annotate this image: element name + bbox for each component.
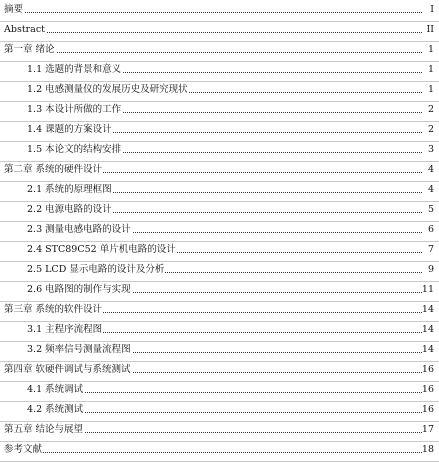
toc-entry[interactable]: [0, 423, 439, 443]
leader-dots: [4, 452, 422, 453]
divider: [0, 201, 439, 202]
toc-entry-title: 2.2 电源电路的设计: [27, 204, 112, 215]
toc-entry-title: 1.2 电感测量仪的发展历史及研究现状: [27, 84, 188, 95]
toc-entry-title: Abstract: [4, 24, 45, 35]
toc-entry[interactable]: [0, 163, 439, 183]
divider: [0, 241, 439, 242]
divider: [0, 21, 439, 22]
toc-entry-title: 第四章 软硬件调试与系统测试: [4, 364, 131, 375]
divider: [0, 41, 439, 42]
toc-entry[interactable]: [0, 183, 439, 203]
toc-entry-title: 1.4 课题的方案设计: [27, 124, 112, 135]
toc-entry-page: 18: [421, 444, 434, 455]
divider: [0, 421, 439, 422]
toc-entry[interactable]: [0, 3, 439, 23]
toc-entry[interactable]: [0, 203, 439, 223]
toc-entry-page: 7: [427, 244, 434, 255]
leader-dots: [27, 412, 422, 413]
toc-entry-page: 6: [427, 224, 434, 235]
divider: [0, 221, 439, 222]
toc-entry[interactable]: [0, 343, 439, 363]
toc-entry-title: 2.5 LCD 显示电路的设计及分析: [27, 264, 165, 275]
divider: [0, 161, 439, 162]
toc-entry[interactable]: [0, 283, 439, 303]
toc-entry-title: 3.2 频率信号测量流程图: [27, 344, 131, 355]
toc-entry-page: 1: [427, 64, 434, 75]
divider: [0, 301, 439, 302]
toc-entry-title: 2.4 STC89C52 单片机电路的设计: [27, 244, 176, 255]
toc-entry-title: 4.2 系统测试: [27, 404, 84, 415]
toc-entry[interactable]: [0, 383, 439, 403]
toc-entry-page: 14: [421, 344, 434, 355]
leader-dots: [4, 32, 422, 33]
toc-entry-title: 摘要: [4, 4, 24, 15]
divider: [0, 121, 439, 122]
toc-entry-title: 2.3 测量电感电路的设计: [27, 224, 131, 235]
toc-entry-page: 4: [427, 184, 434, 195]
toc-entry[interactable]: [0, 103, 439, 123]
divider: [0, 401, 439, 402]
toc-entry[interactable]: [0, 443, 439, 463]
toc-entry-page: 9: [427, 264, 434, 275]
toc-entry-page: 2: [427, 104, 434, 115]
divider: [0, 381, 439, 382]
toc-entry-page: 14: [421, 324, 434, 335]
toc-entry-title: 第二章 系统的硬件设计: [4, 164, 103, 175]
toc-entry-title: 参考文献: [4, 444, 43, 455]
toc-entry-page: 11: [421, 284, 434, 295]
divider: [0, 461, 439, 462]
toc-entry[interactable]: [0, 363, 439, 383]
toc-entry-page: 5: [427, 204, 434, 215]
toc-entry-title: 1.3 本设计所做的工作: [27, 104, 122, 115]
divider: [0, 341, 439, 342]
toc-entry[interactable]: [0, 63, 439, 83]
divider: [0, 101, 439, 102]
toc-entry-title: 2.6 电路图的制作与实现: [27, 284, 131, 295]
divider: [0, 261, 439, 262]
toc-entry[interactable]: [0, 323, 439, 343]
divider: [0, 361, 439, 362]
toc-entry-page: II: [426, 24, 434, 35]
toc-entry-title: 2.1 系统的原理框图: [27, 184, 112, 195]
divider: [0, 61, 439, 62]
toc-entry[interactable]: [0, 83, 439, 103]
toc-entry-page: 1: [427, 84, 434, 95]
toc-entry[interactable]: [0, 23, 439, 43]
toc-entry[interactable]: [0, 303, 439, 323]
toc-entry-page: 14: [421, 304, 434, 315]
leader-dots: [4, 52, 422, 53]
toc-entry-page: I: [430, 4, 434, 15]
leader-dots: [27, 392, 422, 393]
divider: [0, 141, 439, 142]
divider: [0, 321, 439, 322]
toc-entry-title: 4.1 系统调试: [27, 384, 84, 395]
toc-entry-page: 4: [427, 164, 434, 175]
toc-entry-page: 2: [427, 124, 434, 135]
leader-dots: [4, 12, 422, 13]
toc-entry-title: 第一章 绪论: [4, 44, 55, 55]
toc-entry-title: 3.1 主程序流程图: [27, 324, 103, 335]
toc-entry-page: 16: [421, 384, 434, 395]
toc-entry[interactable]: [0, 403, 439, 423]
toc-entry-page: 3: [427, 144, 434, 155]
toc-entry-title: 1.5 本论文的结构安排: [27, 144, 122, 155]
divider: [0, 181, 439, 182]
toc-entry-page: 1: [427, 44, 434, 55]
toc-entry[interactable]: [0, 43, 439, 63]
divider: [0, 81, 439, 82]
divider: [0, 281, 439, 282]
divider: [0, 441, 439, 442]
toc-entry-title: 第五章 结论与展望: [4, 424, 84, 435]
toc-entry[interactable]: [0, 143, 439, 163]
toc-entry[interactable]: [0, 123, 439, 143]
toc-entry-page: 16: [421, 364, 434, 375]
toc-entry-page: 16: [421, 404, 434, 415]
toc-entry[interactable]: [0, 263, 439, 283]
toc-entry[interactable]: [0, 243, 439, 263]
toc-entry-page: 17: [421, 424, 434, 435]
toc-entry-title: 1.1 选题的背景和意义: [27, 64, 122, 75]
toc-entry-title: 第三章 系统的软件设计: [4, 304, 103, 315]
toc-entry[interactable]: [0, 223, 439, 243]
